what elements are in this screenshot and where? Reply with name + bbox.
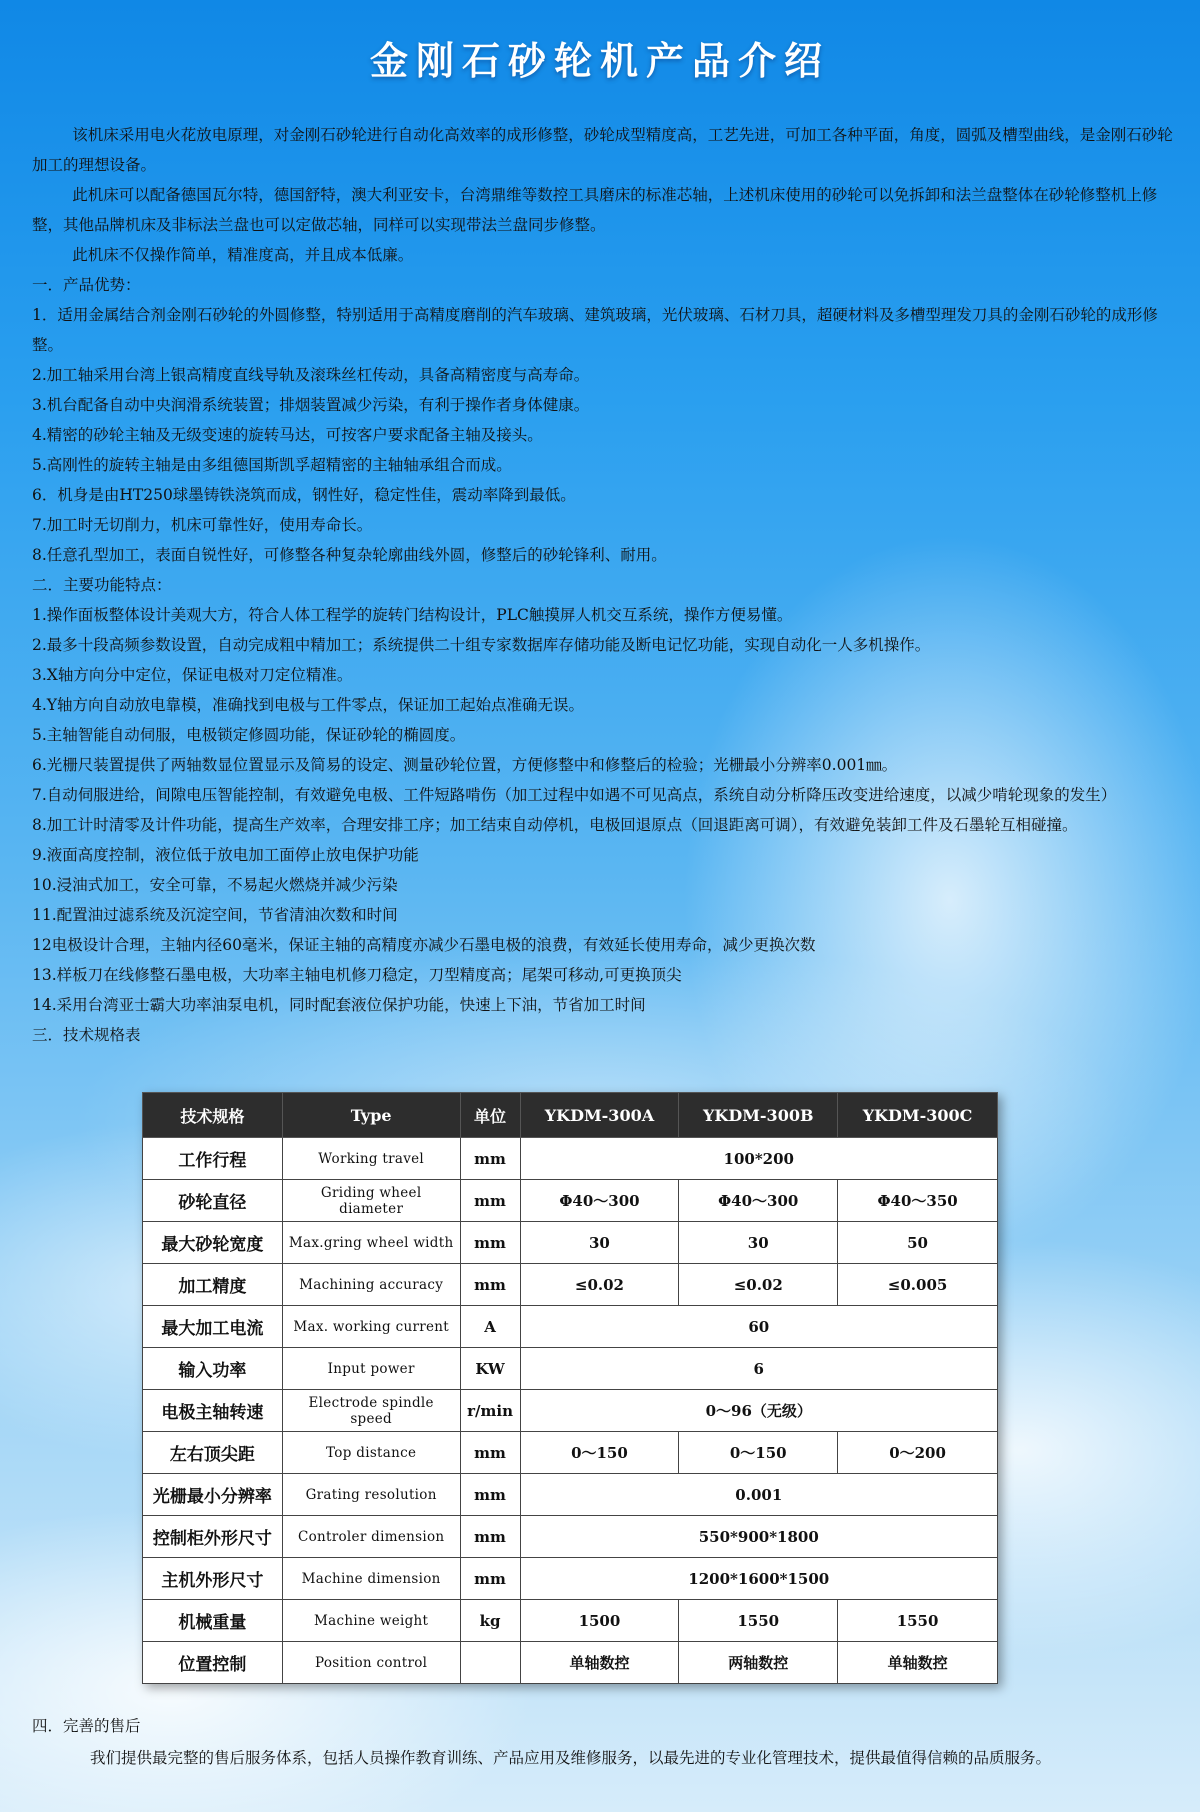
section-heading-spec: 三．技术规格表 (32, 1026, 141, 1044)
list-item: 6．机身是由HT250球墨铸铁浇筑而成，钢性好，稳定性佳，震动率降到最低。 (32, 486, 576, 504)
list-item: 8.任意孔型加工，表面自锐性好，可修整各种复杂轮廓曲线外圆，修整后的砂轮锋利、耐用。 (32, 546, 667, 564)
table-row (143, 1180, 998, 1222)
list-item: 6.光栅尺装置提供了两轴数显位置显示及简易的设定、测量砂轮位置，方便修整中和修整后的检验；光栅最小分辨率0.001㎜。 (32, 756, 898, 774)
list-item: 7.自动伺服进给，间隙电压智能控制，有效避免电极、工件短路啃伤（加工过程中如遇不可见高点，系统自动分析降压改变进给速度，以减少啃轮现象的发生） (32, 786, 1117, 804)
spec-value-c: 单轴数控 (838, 1642, 998, 1684)
list-item: 3.机台配备自动中央润滑系统装置；排烟装置减少污染，有利于操作者身体健康。 (32, 396, 590, 414)
spec-unit: mm (460, 1222, 520, 1264)
spec-table (142, 1092, 998, 1684)
list-item: 12电极设计合理，主轴内径60毫米，保证主轴的高精度亦减少石墨电极的浪费，有效延长使用寿命，减少更换次数 (32, 936, 816, 954)
spec-name: 左右顶尖距 (143, 1432, 283, 1474)
advantages-list (32, 300, 1182, 570)
spec-name: 机械重量 (143, 1600, 283, 1642)
spec-value-a: 1500 (520, 1600, 679, 1642)
spec-name: 加工精度 (143, 1264, 283, 1306)
header-model-a: YKDM-300A (520, 1093, 679, 1138)
spec-type: Machine dimension (282, 1558, 460, 1600)
spec-unit: mm (460, 1264, 520, 1306)
table-row (143, 1222, 998, 1264)
header-type: Type (282, 1093, 460, 1138)
spec-type: Working travel (282, 1138, 460, 1180)
main-content (32, 120, 1182, 1050)
spec-name: 工作行程 (143, 1138, 283, 1180)
table-row (143, 1306, 998, 1348)
spec-unit: mm (460, 1180, 520, 1222)
spec-value-a: ≤0.02 (520, 1264, 679, 1306)
list-item: 4.Y轴方向自动放电靠模，准确找到电极与工件零点，保证加工起始点准确无误。 (32, 696, 585, 714)
features-list (32, 600, 1182, 1020)
section-heading-after-sales: 四．完善的售后 (32, 1717, 141, 1735)
section-heading-features: 二．主要功能特点： (32, 576, 172, 594)
spec-name: 输入功率 (143, 1348, 283, 1390)
header-model-c: YKDM-300C (838, 1093, 998, 1138)
header-unit: 单位 (460, 1093, 520, 1138)
intro-paragraph-2: 此机床可以配备德国瓦尔特，德国舒特，澳大利亚安卡，台湾鼎维等数控工具磨床的标准芯轴，上述机床使用的砂轮可以免拆卸和法兰盘整体在砂轮修整机上修整，其他品牌机床及非标法兰盘也可以定做芯轴，同样可以实现带法兰盘同步修整。 (32, 186, 1158, 234)
section-heading-advantages: 一．产品优势： (32, 276, 141, 294)
spec-value-all: 6 (520, 1348, 997, 1390)
spec-value-b: 0～150 (679, 1432, 838, 1474)
spec-name: 主机外形尺寸 (143, 1558, 283, 1600)
list-item: 8.加工计时清零及计件功能，提高生产效率，合理安排工序；加工结束自动停机，电极回退原点（回退距离可调），有效避免装卸工件及石墨轮互相碰撞。 (32, 816, 1078, 834)
spec-value-c: 50 (838, 1222, 998, 1264)
spec-value-all: 0～96（无级） (520, 1390, 997, 1432)
list-item: 14.采用台湾亚士霸大功率油泵电机，同时配套液位保护功能，快速上下油，节省加工时间 (32, 996, 646, 1014)
spec-value-a: Φ40～300 (520, 1180, 679, 1222)
spec-unit: KW (460, 1348, 520, 1390)
spec-type: Input power (282, 1348, 460, 1390)
spec-value-b: 两轴数控 (679, 1642, 838, 1684)
table-row (143, 1348, 998, 1390)
list-item: 11.配置油过滤系统及沉淀空间，节省清油次数和时间 (32, 906, 398, 924)
table-row (143, 1642, 998, 1684)
spec-type: Max. working current (282, 1306, 460, 1348)
list-item: 2.加工轴采用台湾上银高精度直线导轨及滚珠丝杠传动，具备高精密度与高寿命。 (32, 366, 590, 384)
spec-type: Griding wheel diameter (282, 1180, 460, 1222)
list-item: 4.精密的砂轮主轴及无级变速的旋转马达，可按客户要求配备主轴及接头。 (32, 426, 543, 444)
list-item: 1.操作面板整体设计美观大方，符合人体工程学的旋转门结构设计，PLC触摸屏人机交互系统，操作方便易懂。 (32, 606, 793, 624)
list-item: 2.最多十段高频参数设置，自动完成粗中精加工；系统提供二十组专家数据库存储功能及断电记忆功能，实现自动化一人多机操作。 (32, 636, 931, 654)
spec-value-c: Φ40～350 (838, 1180, 998, 1222)
spec-unit: mm (460, 1516, 520, 1558)
list-item: 10.浸油式加工，安全可靠，不易起火燃烧并减少污染 (32, 876, 398, 894)
list-item: 5.主轴智能自动伺服，电极锁定修圆功能，保证砂轮的椭圆度。 (32, 726, 466, 744)
spec-name: 控制柜外形尺寸 (143, 1516, 283, 1558)
spec-value-a: 单轴数控 (520, 1642, 679, 1684)
spec-unit: A (460, 1306, 520, 1348)
table-row (143, 1138, 998, 1180)
table-row (143, 1474, 998, 1516)
page-title: 金刚石砂轮机产品介绍 (369, 39, 830, 83)
intro-paragraph-3: 此机床不仅操作简单，精准度高，并且成本低廉。 (72, 246, 414, 264)
list-item: 7.加工时无切削力，机床可靠性好，使用寿命长。 (32, 516, 373, 534)
spec-value-a: 0～150 (520, 1432, 679, 1474)
spec-value-all: 100*200 (520, 1138, 997, 1180)
spec-name: 电极主轴转速 (143, 1390, 283, 1432)
spec-value-all: 1200*1600*1500 (520, 1558, 997, 1600)
list-item: 1．适用金属结合剂金刚石砂轮的外圆修整，特别适用于高精度磨削的汽车玻璃、建筑玻璃，光伏玻璃、石材刀具，超硬材料及多槽型理发刀具的金刚石砂轮的成形修整。 (32, 306, 1158, 354)
spec-value-c: ≤0.005 (838, 1264, 998, 1306)
spec-type: Controler dimension (282, 1516, 460, 1558)
table-row (143, 1432, 998, 1474)
spec-value-b: 30 (679, 1222, 838, 1264)
spec-type: Grating resolution (282, 1474, 460, 1516)
spec-value-a: 30 (520, 1222, 679, 1264)
table-row (143, 1558, 998, 1600)
spec-type: Position control (282, 1642, 460, 1684)
list-item: 3.X轴方向分中定位，保证电极对刀定位精准。 (32, 666, 353, 684)
spec-value-b: Φ40～300 (679, 1180, 838, 1222)
spec-unit: kg (460, 1600, 520, 1642)
table-row (143, 1390, 998, 1432)
header-model-b: YKDM-300B (679, 1093, 838, 1138)
after-sales-section (32, 1710, 1182, 1774)
spec-value-all: 550*900*1800 (520, 1516, 997, 1558)
list-item: 9.液面高度控制，液位低于放电加工面停止放电保护功能 (32, 846, 419, 864)
spec-unit: mm (460, 1138, 520, 1180)
spec-unit: r/min (460, 1390, 520, 1432)
spec-type: Max.gring wheel width (282, 1222, 460, 1264)
spec-name: 光栅最小分辨率 (143, 1474, 283, 1516)
spec-type: Top distance (282, 1432, 460, 1474)
spec-table-header (143, 1093, 998, 1138)
spec-name: 位置控制 (143, 1642, 283, 1684)
spec-unit: mm (460, 1558, 520, 1600)
spec-value-c: 1550 (838, 1600, 998, 1642)
table-row (143, 1264, 998, 1306)
spec-value-b: ≤0.02 (679, 1264, 838, 1306)
list-item: 13.样板刀在线修整石墨电极，大功率主轴电机修刀稳定，刀型精度高；尾架可移动,可更换顶尖 (32, 966, 682, 984)
spec-type: Machining accuracy (282, 1264, 460, 1306)
table-row (143, 1600, 998, 1642)
spec-value-all: 0.001 (520, 1474, 997, 1516)
spec-unit: mm (460, 1474, 520, 1516)
spec-unit: mm (460, 1432, 520, 1474)
table-row (143, 1516, 998, 1558)
spec-value-all: 60 (520, 1306, 997, 1348)
spec-name: 砂轮直径 (143, 1180, 283, 1222)
list-item: 5.高刚性的旋转主轴是由多组德国斯凯孚超精密的主轴轴承组合而成。 (32, 456, 512, 474)
spec-value-c: 0～200 (838, 1432, 998, 1474)
spec-type: Electrode spindle speed (282, 1390, 460, 1432)
spec-unit (460, 1642, 520, 1684)
spec-name: 最大加工电流 (143, 1306, 283, 1348)
spec-value-b: 1550 (679, 1600, 838, 1642)
after-sales-text: 我们提供最完整的售后服务体系，包括人员操作教育训练、产品应用及维修服务，以最先进的专业化管理技术，提供最值得信赖的品质服务。 (90, 1749, 1052, 1767)
spec-type: Machine weight (282, 1600, 460, 1642)
spec-name: 最大砂轮宽度 (143, 1222, 283, 1264)
intro-paragraph-1: 该机床采用电火花放电原理，对金刚石砂轮进行自动化高效率的成形修整，砂轮成型精度高，工艺先进，可加工各种平面，角度，圆弧及槽型曲线，是金刚石砂轮加工的理想设备。 (32, 126, 1173, 174)
header-spec: 技术规格 (143, 1093, 283, 1138)
